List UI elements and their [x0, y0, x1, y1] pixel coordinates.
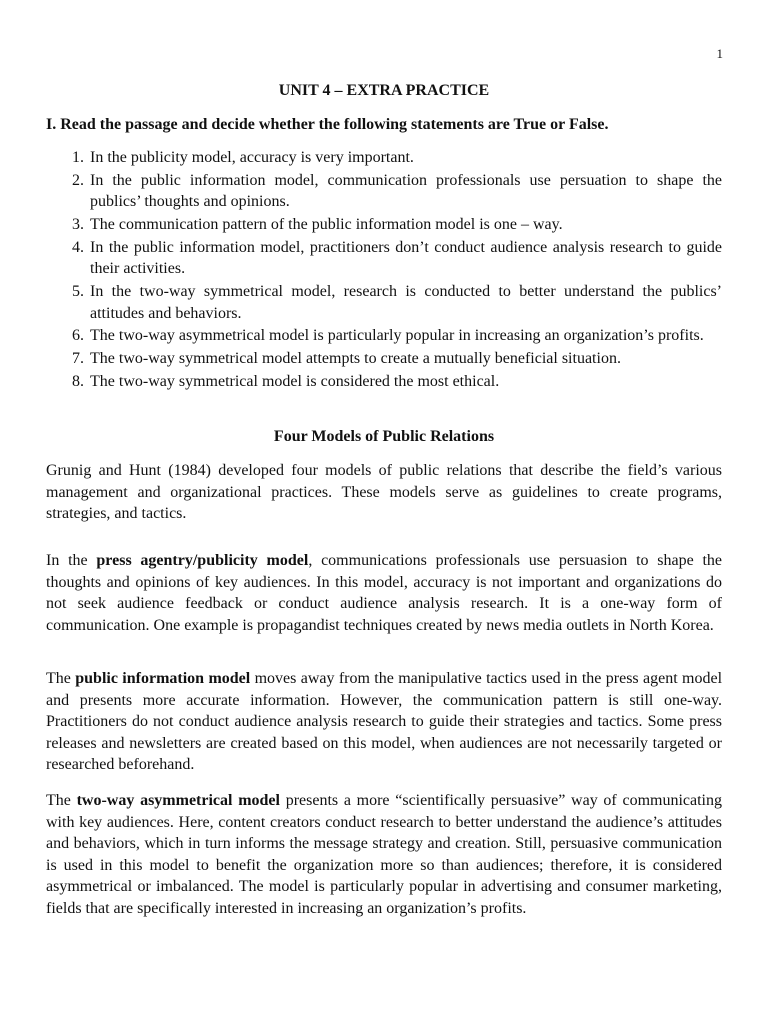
page-title: UNIT 4 – EXTRA PRACTICE [278, 82, 490, 99]
paragraph-body: moves away from the manipulative tactics used in the press agent model and presents more accurate information. However, the communication pattern is still one-way. Practitioners do not conduct audience analysis research to guide their strategies and tactics. Some press releases and newsletters are created based on this model, when audiences are not necessarily targeted or researched beforehand. [46, 670, 723, 773]
list-item [46, 348, 722, 370]
model-term: press agentry/publicity model [96, 552, 309, 569]
statement-list [46, 147, 722, 394]
list-item [46, 371, 722, 393]
page-number: 1 [716, 46, 723, 61]
item-text: In the public information model, communication professionals use persuation to shape the publics’ thoughts and opinions. [90, 171, 722, 211]
press-agentry-paragraph [46, 550, 722, 636]
item-number: 8. [72, 373, 84, 391]
item-text: In the publicity model, accuracy is very important. [90, 149, 414, 166]
paragraph-lead: In the [46, 552, 97, 569]
item-number: 7. [72, 350, 84, 368]
paragraph-lead: The [46, 670, 76, 687]
list-item [46, 214, 722, 236]
list-item [46, 147, 722, 169]
list-item [46, 325, 722, 347]
list-item [46, 170, 722, 213]
item-text: The two-way asymmetrical model is particularly popular in increasing an organization’s profits. [90, 327, 704, 345]
intro-paragraph: Grunig and Hunt (1984) developed four models of public relations that describe the field’s various management and organizational practices. These models serve as guidelines to create programs, strategies, and tactics. [46, 462, 722, 522]
model-term: public information model [75, 670, 251, 687]
item-text: The communication pattern of the public information model is one – way. [90, 216, 563, 234]
item-number: 5. [72, 283, 84, 301]
item-number: 4. [72, 238, 84, 256]
item-text: In the public information model, practitioners don’t conduct audience analysis research to guide their activities. [90, 238, 722, 278]
model-term: two-way asymmetrical model [76, 792, 280, 809]
item-number: 6. [72, 327, 84, 345]
public-information-paragraph [46, 668, 722, 776]
item-number: 3. [72, 216, 84, 234]
paragraph-lead: The [46, 792, 77, 809]
item-number: 2. [72, 171, 84, 189]
item-text: The two-way symmetrical model attempts to create a mutually beneficial situation. [90, 350, 621, 368]
item-text: The two-way symmetrical model is considered the most ethical. [90, 373, 500, 391]
paragraph-body: , communications professionals use persuasion to shape the thoughts and opinions of key audiences. In this model, accuracy is not important and organizations do not seek audience feedback or conduct audience analysis research. It is a one-way form of communication. One example is propagandist techniques created by news media outlets in North Korea. [46, 552, 723, 634]
passage-heading: Four Models of Public Relations [273, 428, 495, 445]
paragraph-body: presents a more “scientifically persuasive” way of communicating with key audiences. Here, content creators conduct research to better understand the audience’s attitudes and behaviors, which in turn informs the message strategy and creation. Still, persuasive communication is used in this model to benefit the organization more so than audiences; therefore, it is considered asymmetrical or imbalanced. The model is particularly popular in advertising and consumer marketing, fields that are specifically interested in increasing an organization’s profits. [46, 792, 723, 917]
exercise-instruction: I. Read the passage and decide whether the following statements are True or False. [46, 116, 609, 133]
list-item [46, 237, 722, 280]
list-item [46, 281, 722, 324]
item-number: 1. [72, 149, 84, 166]
two-way-asymmetrical-paragraph [46, 790, 722, 919]
item-text: In the two-way symmetrical model, research is conducted to better understand the publics’ attitudes and behaviors. [90, 283, 722, 322]
